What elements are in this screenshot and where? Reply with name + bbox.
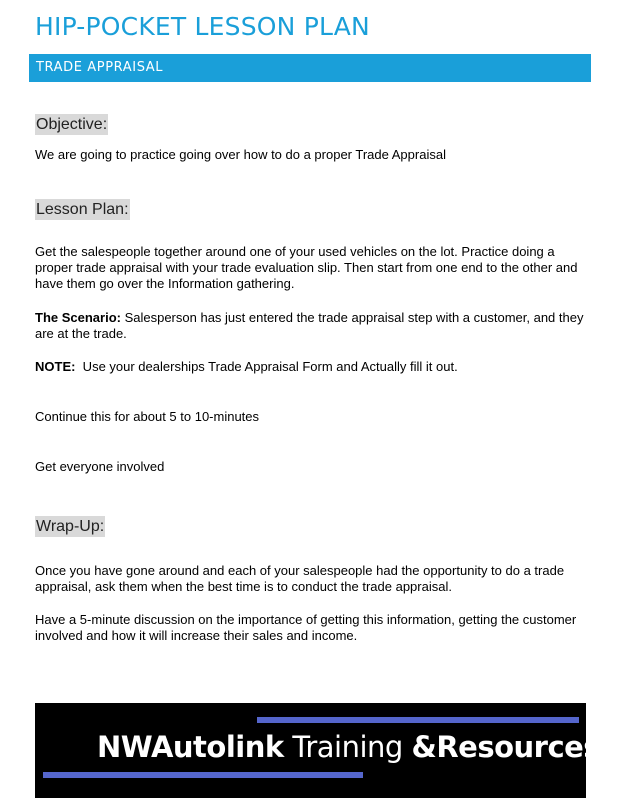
- scenario-paragraph: [35, 310, 590, 342]
- logo-part-2: Training: [283, 730, 412, 764]
- note-paragraph: [35, 359, 590, 375]
- note-label: NOTE:: [35, 359, 76, 374]
- continue-text: Continue this for about 5 to 10-minutes: [35, 409, 260, 424]
- logo-wordmark: [97, 730, 600, 764]
- footer-logo: [35, 703, 601, 798]
- wrap-up-text-1: Once you have gone around and each of your salespeople had the opportunity to do a trade appraisal, ask them when the best time is to conduct the trade appraisal.: [35, 563, 565, 594]
- involve-text: Get everyone involved: [35, 459, 165, 474]
- page-title: HIP-POCKET LESSON PLAN: [35, 12, 370, 41]
- wrap-up-text-2: Have a 5-minute discussion on the importance of getting this information, getting the customer involved and how it will increase their sales and income.: [35, 612, 577, 643]
- banner-label: TRADE APPRAISAL: [36, 60, 164, 75]
- logo-part-1: NWAutolink: [97, 730, 284, 764]
- wrap-up-heading: Wrap-Up:: [36, 518, 105, 535]
- scenario-text: Salesperson has just entered the trade appraisal step with a customer, and they are at the trade.: [35, 310, 584, 341]
- objective-heading: Objective:: [36, 116, 108, 133]
- scenario-label: The Scenario:: [35, 310, 121, 325]
- lesson-plan-heading: Lesson Plan:: [36, 201, 129, 218]
- section-banner: [29, 54, 591, 82]
- logo-top-bar: [257, 717, 579, 723]
- logo-part-3: &Resources: [411, 730, 601, 764]
- logo-bottom-bar: [43, 772, 363, 778]
- objective-text: We are going to practice going over how to do a proper Trade Appraisal: [35, 147, 446, 162]
- lesson-plan-intro: Get the salespeople together around one of your used vehicles on the lot. Practice doing a proper trade appraisal with your trade evaluation slip. Then start from one end to the other and have them go over the Information gathering.: [35, 244, 578, 291]
- note-text: Use your dealerships Trade Appraisal Form and Actually fill it out.: [75, 359, 458, 374]
